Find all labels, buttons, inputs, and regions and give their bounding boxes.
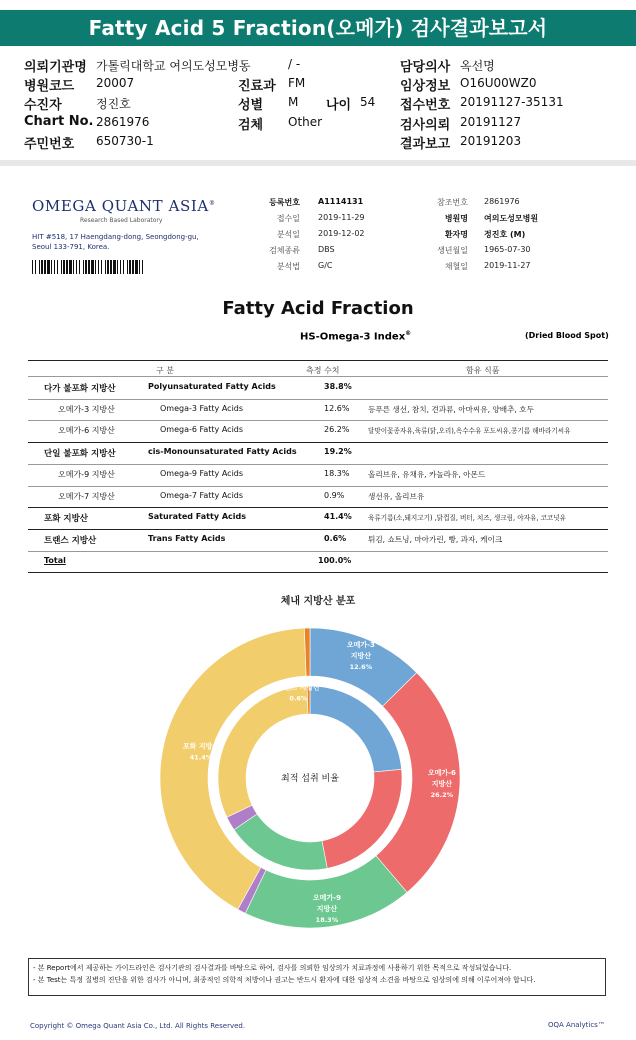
report-date-value: 20191203 — [460, 134, 522, 148]
disclaimer-line-1: - 본 Report에서 제공하는 가이드라인은 검사기관의 검사결과를 바탕으로 하여, 검사를 의뢰한 임상의가 치료과정에 사용하기 위한 목적으로 작성되었습니다. — [33, 964, 512, 972]
row-foods: 올리브유, 유채유, 카놀라유, 아몬드 — [368, 469, 486, 479]
row-en-name: Omega-9 Fatty Acids — [160, 468, 244, 478]
row-kr-name: 다가 불포화 지방산 — [44, 384, 116, 394]
accession-value: 20191127-35131 — [460, 95, 564, 109]
age-value: 54 — [360, 95, 376, 109]
row-foods: 달맞이꽃종자유,육류(닭,오리),옥수수유 포도씨유,콩기름 해바라기씨유 — [368, 427, 571, 436]
dept-label: 진료과 — [238, 79, 276, 94]
center-label: 최적 섭취 비율 — [281, 774, 339, 784]
chart-title: 체내 지방산 분포 — [280, 596, 356, 607]
row-value: 19.2% — [324, 447, 352, 457]
meta-sample-label: 검체종류 — [269, 246, 300, 255]
meta-dob-label: 생년월일 — [437, 246, 468, 255]
row-en-name: Omega-7 Fatty Acids — [160, 490, 244, 500]
meta-hosp-label: 병원명 — [444, 214, 468, 223]
col-category: 구 분 — [156, 366, 174, 375]
meta-patient-value: 정진호 (M) — [484, 230, 526, 239]
row-foods: 튀김, 쇼트닝, 마아가린, 빵, 과자, 케이크 — [368, 534, 503, 544]
row-value: 18.3% — [324, 468, 350, 478]
row-en-name: Omega-3 Fatty Acids — [160, 403, 244, 413]
meta-received-label: 접수일 — [276, 214, 300, 223]
doctor-label: 담당의사 — [400, 60, 451, 75]
row-kr-name: 트랜스 지방산 — [44, 535, 97, 546]
row-kr-name: 오메가-3 지방산 — [58, 404, 115, 414]
slice-label: 트랜스 지방산 0.6% — [276, 683, 320, 703]
row-en-name: Saturated Fatty Acids — [148, 512, 246, 522]
clinical-value: O16U00WZ0 — [460, 76, 537, 90]
sex-value: M — [288, 95, 299, 109]
request-value: 20191127 — [460, 115, 522, 129]
meta-patient-label: 환자명 — [444, 230, 468, 239]
meta-method-label: 분석법 — [276, 262, 300, 271]
row-kr-name: 오메가-6 지방산 — [58, 426, 115, 436]
sample-type: (Dried Blood Spot) — [525, 331, 609, 340]
slice-label: 오메가-6 지방산 26.2% — [427, 768, 456, 799]
row-en-name: Omega-6 Fatty Acids — [160, 425, 244, 435]
meta-collected-label: 채혈일 — [444, 262, 468, 271]
row-kr-name: 단일 불포화 지방산 — [44, 449, 116, 460]
institution-label: 의뢰기관명 — [24, 60, 87, 75]
fraction-title: Fatty Acid Fraction — [222, 298, 414, 319]
meta-reg-value: A1114131 — [318, 197, 364, 206]
meta-analyzed-value: 2019-12-02 — [318, 229, 365, 238]
meta-received-value: 2019-11-29 — [318, 213, 365, 222]
col-value: 측정 수치 — [306, 366, 340, 375]
meta-ref-label: 참조번호 — [437, 198, 468, 207]
slice-label: 오메가-7 지방산 0.9% — [201, 927, 230, 958]
meta-analyzed-label: 분석일 — [276, 230, 300, 239]
total-value: 100.0% — [318, 555, 352, 565]
hospital-code-label: 병원코드 — [24, 79, 75, 94]
col-foods: 함유 식품 — [466, 366, 500, 375]
meta-hosp-value: 여의도성모병원 — [484, 214, 539, 223]
disclaimer-box — [28, 958, 606, 996]
resident-value: 650730-1 — [96, 134, 154, 148]
specimen-value: Other — [288, 115, 323, 129]
row-value: 12.6% — [324, 403, 350, 413]
meta-method-value: G/C — [318, 261, 333, 270]
receiver-label: 수진자 — [24, 98, 62, 113]
clinical-label: 임상정보 — [400, 79, 451, 94]
row-kr-name: 오메가-7 지방산 — [58, 491, 115, 501]
disclaimer-line-2: - 본 Test는 특정 질병의 진단을 위한 검사가 아니며, 최종적인 의학적 처방이나 권고는 반드시 환자에 대한 임상적 소견을 바탕으로 임상의에 의해 이루어져야 합니다. — [33, 976, 536, 984]
institution-value: 가톨릭대학교 여의도성모병동 — [96, 59, 251, 73]
report-title: Fatty Acid 5 Fraction(오메가) 검사결과보고서 — [0, 10, 636, 46]
accession-label: 접수번호 — [400, 98, 451, 113]
sex-label: 성별 — [238, 98, 264, 113]
row-en-name: Trans Fatty Acids — [148, 533, 226, 543]
doctor-value: 옥선명 — [460, 59, 495, 73]
meta-ref-value: 2861976 — [484, 197, 520, 206]
total-label: Total — [44, 555, 66, 565]
row-foods: 육류기름(소,돼지고기) ,닭껍질, 버터, 치즈, 생크림, 야자유, 코코넛유 — [368, 514, 567, 523]
row-foods: 생선유, 올리브유 — [368, 491, 425, 501]
brand: OQA Analytics™ — [548, 1021, 605, 1029]
dept-value: FM — [288, 76, 306, 90]
row-value: 38.8% — [324, 382, 352, 391]
slice-label: 오메가-3 지방산 12.6% — [346, 641, 375, 672]
row-value: 26.2% — [324, 425, 350, 435]
lab-logo: OMEGA QUANT ASIA® — [32, 197, 216, 215]
chart-no-value: 2861976 — [96, 115, 150, 129]
specimen-label: 검체 — [238, 118, 264, 133]
hospital-code-value: 20007 — [96, 76, 135, 90]
chart-no-label: Chart No. — [24, 114, 94, 129]
row-en-name: cis-Monounsaturated Fatty Acids — [148, 447, 297, 457]
row-kr-name: 포화 지방산 — [44, 514, 89, 525]
row-value: 0.9% — [324, 490, 345, 500]
receiver-value: 정진호 — [96, 97, 131, 111]
row-kr-name: 오메가-9 지방산 — [58, 469, 115, 479]
index-title: HS-Omega-3 Index® — [300, 330, 412, 343]
meta-sample-value: DBS — [318, 245, 335, 254]
lab-address: HIT #518, 17 Haengdang-dong, Seongdong-gu, Seoul 133-791, Korea. — [32, 233, 199, 251]
row-value: 41.4% — [324, 512, 352, 522]
report-date-label: 결과보고 — [400, 137, 451, 152]
resident-label: 주민번호 — [24, 137, 75, 152]
meta-collected-value: 2019-11-27 — [484, 261, 531, 270]
row-en-name: Polyunsaturated Fatty Acids — [148, 382, 276, 391]
slice-label: 포화 지방산 41.4% — [182, 742, 220, 762]
slice-label: 오메가-9 지방산 18.3% — [312, 893, 341, 924]
request-label: 검사의뢰 — [400, 118, 451, 133]
institution-extra: / - — [288, 57, 301, 71]
row-foods: 등푸른 생선, 참치, 견과류, 아마씨유, 양배추, 호두 — [368, 404, 534, 414]
meta-dob-value: 1965-07-30 — [484, 245, 531, 254]
lab-logo-subtitle: Research Based Laboratory — [80, 217, 163, 224]
row-value: 0.6% — [324, 533, 347, 543]
age-label: 나이 — [326, 98, 352, 113]
meta-reg-label: 등록번호 — [269, 198, 300, 207]
copyright: Copyright © Omega Quant Asia Co., Ltd. All Rights Reserved. — [30, 1022, 246, 1030]
